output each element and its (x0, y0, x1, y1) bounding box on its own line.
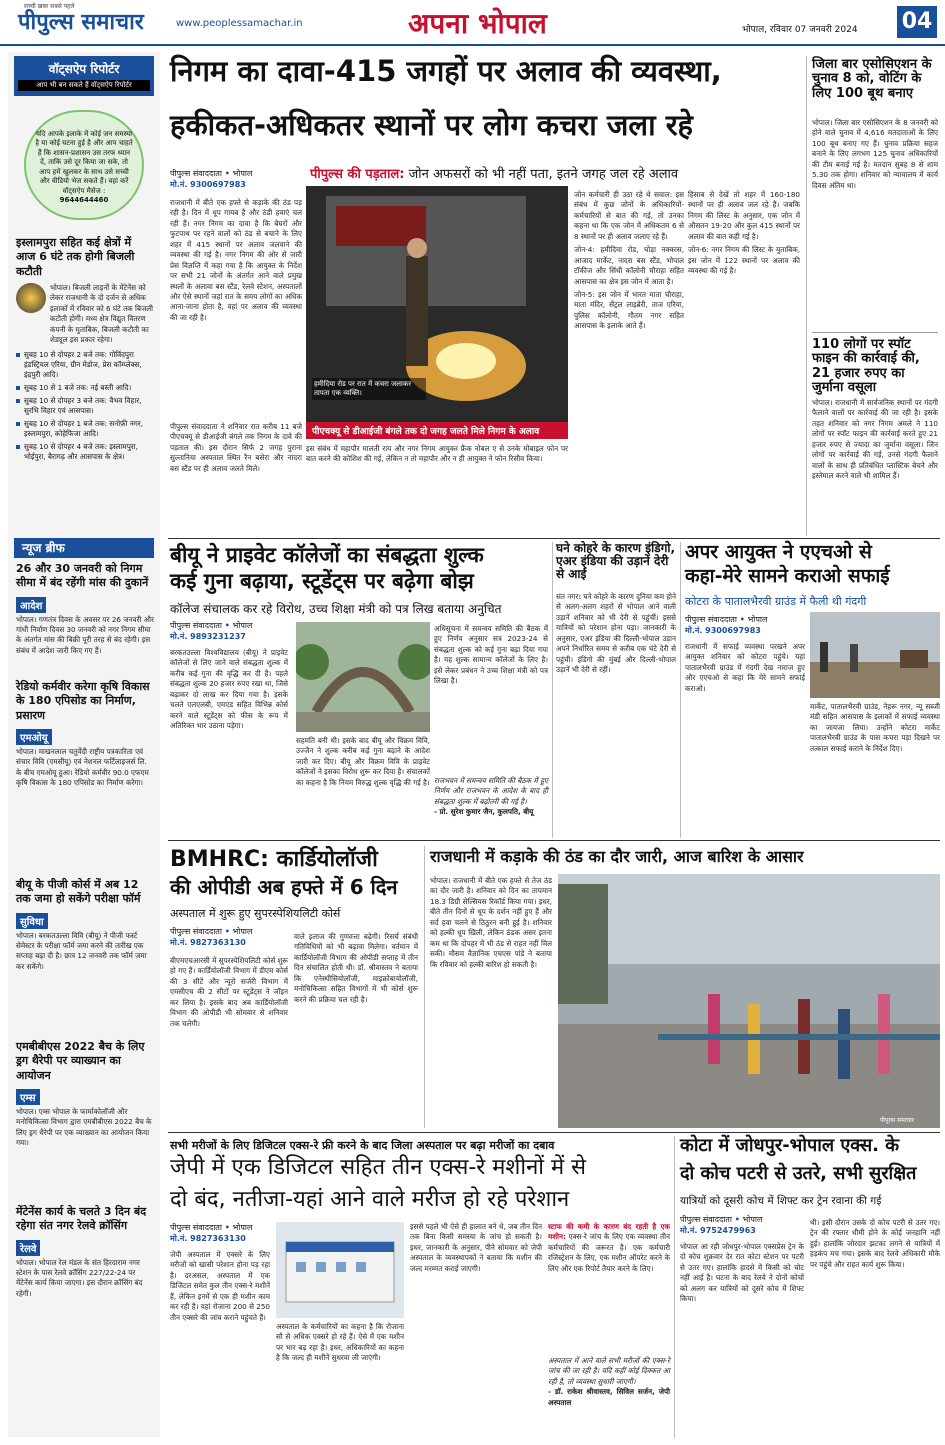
list-item: सुबह 10 से 1 बजे तक: नई बस्ती आदि। (16, 383, 154, 393)
cold-body: भोपाल। राजधानी में बीते एक हफ्ते से तेज ठंड का दौर जारी है। शनिवार को दिन का तापमान 18.3 डिग्री सेल्सियस रिकॉर्ड किया गया। इधर, बीते तीन दिनों से धूप के दर्शन नहीं हुए हैं और सर्द हवा चलने से ठिठुरन बनी हुई है। शनिवार को हल्की धूप खिली, लेकिन ठंडक असर इतना कम था कि दोपहर में भी ठंड से राहत नहीं मिल सकी। मौसम वैज्ञानिक एचएस पांडे ने बताया कि रविवार को हल्की बारिश हो सकती है। (430, 876, 552, 969)
train-headline-line2[interactable]: दो कोच पटरी से उतरे, सभी सुरक्षित (680, 1163, 917, 1184)
xray-headline-line1[interactable]: जेपी में एक डिजिटल सहित तीन एक्स-रे मशीनों में से (170, 1155, 586, 1180)
bu-body-col1: बरकतउल्ला विश्वविद्यालय (बीयू) ने प्राइवेट कॉलेजों से लिए जाने वाले संबद्धता शुल्क में करीब कई गुना की वृद्धि कर दी है। पहले संबद्धता शुल्क 20 हजार रुपए रखा था, जिसे बढ़ाकर दो लाख कर दिया गया है। इसके चलते एलएलबी, एमएड सहित विभिन्न कोर्स करने वाले स्टूडेंट्स को फीस के रूप में अतिरिक्त भार उठाना पड़ेगा। (170, 648, 288, 731)
byline: पीपुल्स संवाददाता • भोपाल (685, 615, 768, 624)
xray-body-col3: इससे पहले भी ऐसे ही हालात बने थे, जब तीन दिन तक बिना किसी समस्या के जांच हो सकती है। इधर, जानकारी के अनुसार, पीने सोमवार को जेपी अस्पताल के व्यवस्थापकों ने बताया कि मशीन की जल्द मरम्मत कराई जाएगी। (410, 1222, 542, 1273)
byline-author: पीपुल्स संवाददाता (170, 927, 222, 936)
byline-mobile: मो.नं. 9300697983 (685, 626, 761, 635)
bu-body-col3: अधिसूचना में समन्वय समिति की बैठक में हुए निर्णय अनुसार सत्र 2023-24 से संबद्धता शुल्क को कई गुना बढ़ा दिया गया है। यह शुल्क सामान्य कॉलेजों के लिए है। इसे लेकर प्रबंधन ने उच्च शिक्षा मंत्री को पत्र लिखा है। (434, 624, 548, 686)
quote-text: राजभवन में समन्वय समिति की बैठक में हुए निर्णय और राजभवन के आदेश के बाद ही संबद्धता शुल्क में बढ़ोतरी की गई है। (434, 776, 548, 806)
lead-body-col1: राजधानी में बीते एक हफ्ते से कड़ाके की ठंड पड़ रही है। दिन में धूप गायब है और ठंडी हवाएं चल रही हैं। नगर निगम का दावा है कि बेघरों और फुटपाथ पर रहने वालों को ठंड से बचाने के लिए शहर में 415 स्थानों पर अलाव जलवाने की व्यवस्था की गई है। नगर निगम की ओर से जारी प्रेस विज्ञप्ति में कहा गया है कि आयुक्त के निर्देश पर सभी 21 जोनों के अंतर्गत आने वाले प्रमुख स्थलों के अलावा बस स्टैंड, रेलवे स्टेशन, अस्पतालों और ऐसे स्थानों जहां रात के समय लोगों का अधिक आना-जाना होता है, वहां पर अलाव की व्यवस्था की जा रही है। (170, 198, 302, 322)
divider (812, 332, 938, 333)
lead-byline-block (170, 168, 305, 190)
byline-city: भोपाल (232, 169, 253, 178)
lead-zone-6: जोन-6: नगर निगम की लिस्ट के मुताबिक, इस जोन में 122 स्थानों पर अलाव की व्यवस्था की गई है। (688, 245, 800, 276)
lead-body-under-photo: इस संबंध में महापौर मालती राय और नगर निगम आयुक्त फ्रैंक नोबल ए से उनके मोबाइल फोन पर बात करने की कोशिश की गई, लेकिन न तो महापौर और न ही आयुक्त ने फोन रिसीव किया। (306, 444, 568, 464)
fine-headline[interactable]: 110 लोगों पर स्पॉट फाइन की कार्रवाई की, 21 हजार रुपए का जुर्माना वसूला (812, 337, 920, 395)
quote-text: अस्पताल में आने वाले सभी मरीजों की एक्स-रे जांच की जा रही है। यदि कहीं कोई दिक्कत आ रही है, तो व्यवस्था सुधारी जाएगी। (548, 1356, 670, 1386)
power-cut-headline[interactable]: इस्लामपुरा सहित कई क्षेत्रों में आज 6 घंटे तक होगी बिजली कटौती (16, 236, 135, 278)
bu-headline-line2[interactable]: कई गुना बढ़ाया, स्टूडेंट्स पर बढ़ेगा बोझ (170, 569, 474, 593)
xray-body-col2: अस्पताल के कर्मचारियों का कहना है कि रोजाना सौ से अधिक एक्सरे हो रहे हैं। ऐसे में एक मशीन पर भार बढ़ रहा है। इधर, अधिकारियों का कहना है कि जल्द ही मशीनें सुधरवा ली जाएंगी। (276, 1322, 404, 1363)
election-body: भोपाल। जिला बार एसोसिएशन के 8 जनवरी को होने वाले चुनाव में 4,616 मतदाताओं के लिए 100 बूथ बनाए गए हैं। चुनाव प्रक्रिया सहज बनाने के लिए लगभग 125 चुनाव अधिकारियों की टीम बनाई गई है। मतदान सुबह 8 से शाम 5.30 तक होगा। शनिवार को न्यायालय में कार्य दिवस अंतिम था। (812, 118, 938, 190)
election-headline[interactable]: जिला बार एसोसिएशन के चुनाव 8 को, वोटिंग के लिए 100 बूथ बनाए (812, 57, 932, 101)
train-subhead: यात्रियों को दूसरी कोच में शिफ्ट कर ट्रेन रवाना की गई (680, 1195, 882, 1207)
lead-kicker (310, 164, 806, 182)
addl-byline-block (685, 614, 805, 636)
brief-body: भोपाल। एम्स भोपाल के फार्माकोलॉजी और मनोचिकित्सा विभाग द्वारा एमबीबीएस 2022 बैच के लिए ड्रग थैरेपी पर एक व्याख्यान का आयोजन किया गया। (16, 1106, 152, 1148)
quote-attribution: - प्रो. सुरेश कुमार जैन, कुलपति, बीयू (434, 807, 534, 817)
byline-mobile: मो.नं. 9300697983 (170, 180, 246, 189)
fog-body: संत नगर। घने कोहरे के कारण दुनिया कम होने से अलग-अलग शहरों से भोपाल आने वाली उड़ानें शनिवार को भी देरी से पहुंचीं। इससे यात्रियों को परेशान होना पड़ा। जानकारी के अनुसार, एअर इंडिया की दिल्ली-भोपाल उड़ान अपने निर्धारित समय से करीब एक घंटे देरी से पहुंची। इंडिगो की मुंबई और दिल्ली-भोपाल उड़ानें भी देरी से रहीं। (556, 592, 676, 675)
byline-city: भोपाल (747, 615, 768, 624)
whatsapp-speech-bubble (24, 110, 144, 220)
byline-author: पीपुल्स संवाददाता (170, 169, 222, 178)
whatsapp-number[interactable]: 9644644460 (59, 196, 109, 205)
list-item: सुबह 10 से दोपहर 4 बजे तक: इस्लामपुरा, भोईपुरा, बैरागढ़ और आसपास के क्षेत्र। (16, 442, 154, 462)
brief-tag: एमओयू (16, 729, 52, 745)
byline: पीपुल्स संवाददाता • भोपाल (170, 927, 253, 936)
lead-headline-line1[interactable]: निगम का दावा-415 जगहों पर अलाव की व्यवस्था, (170, 54, 722, 88)
bmhrc-headline-line1[interactable]: BMHRC: कार्डियोलॉजी (170, 847, 378, 872)
addl-headline-line2[interactable]: कहा-मेरे सामने कराओ सफाई (685, 565, 890, 587)
brief-body: भोपाल। बरकतउल्ला विवि (बीयू) ने पीजी फर्स्ट सेमेस्टर के परीक्षा फॉर्म जमा करने की तारीख एक सप्ताह बढ़ा दी है। छात्र 12 जनवरी तक फॉर्म जमा कर सकेंगे। (16, 930, 147, 971)
byline: पीपुल्स संवाददाता • भोपाल (170, 1223, 253, 1232)
addl-headline-line1[interactable]: अपर आयुक्त ने एएचओ से (685, 541, 872, 563)
column-rule (674, 1136, 675, 1438)
byline-author: पीपुल्स संवाददाता (170, 621, 222, 630)
lead-body-col4 (688, 190, 800, 535)
website-url[interactable]: www.peoplessamachar.in (176, 18, 303, 29)
list-item: सुबह 10 से दोपहर 1 बजे तक: सनोफ़ी नगर, इस्लामपुरा, कोहेफिजा आदि। (16, 419, 154, 439)
lead-body-col3 (574, 190, 684, 535)
page-number: 04 (897, 6, 937, 38)
section-title: अपना भोपाल (408, 7, 547, 40)
campus-gate-photo-svg (296, 622, 430, 732)
byline: पीपुल्स संवाददाता • भोपाल (170, 169, 253, 178)
xray-hospital-photo[interactable] (276, 1222, 404, 1318)
brief-body: भोपाल। भोपाल रेल मंडल के संत हिरदाराम नगर स्टेशन के पास रेलवे क्रॉसिंग 227/22-24 पर मेंटेनेंस कार्य किया जाएगा। इस दौरान क्रॉसिंग बंद रहेगी। (16, 1257, 143, 1298)
byline: पीपुल्स संवाददाता • भोपाल (680, 1215, 763, 1224)
brief-aiims (16, 1040, 154, 1149)
divider (168, 538, 940, 539)
lead-headline-line2[interactable]: हकीकत-अधिकतर स्थानों पर लोग कचरा जला रहे (170, 108, 693, 142)
addl-subhead: कोटरा के पातालभैरवी ग्राउंड में फैली थी गंदगी (685, 595, 867, 608)
ground-photo-svg (810, 612, 940, 698)
bu-body-col2: सहमति बनी थी। इसके बाद बीयू और विक्रम विवि, उज्जैन ने शुल्क करीब कई गुना बढ़ाने के आदेश जारी कर दिए। बीयू और विक्रम विवि के प्राइवेट कॉलेजों ने इसका विरोध शुरू कर दिया है। संचालकों का कहना है कि नियम विरुद्ध शुल्क वृद्धि की गई है। (296, 736, 430, 787)
whatsapp-subtitle: आप भी बन सकते हैं वॉट्सऐप रिपोर्टर (18, 80, 150, 91)
column-rule (424, 846, 425, 1128)
byline-city: भोपाल (232, 927, 253, 936)
bu-byline-block (170, 620, 290, 642)
brief-headline[interactable]: बीयू के पीजी कोर्स में अब 12 तक जमा हो सकेंगे परीक्षा फॉर्म (16, 878, 141, 906)
news-brief-header: न्यूज ब्रीफ (14, 538, 154, 558)
xray-byline-block (170, 1222, 290, 1244)
hospital-photo-svg (276, 1222, 404, 1318)
byline-author: पीपुल्स संवाददाता (685, 615, 737, 624)
divider (168, 1132, 940, 1133)
bu-subhead: कॉलेज संचालक कर रहे विरोध, उच्च शिक्षा मंत्री को पत्र लिख बताया अनुचित (170, 602, 502, 616)
column-rule (552, 542, 553, 838)
whatsapp-reporter-box (14, 56, 154, 96)
brief-radio (16, 680, 154, 789)
addl-ground-photo[interactable] (810, 612, 940, 698)
brief-body: भोपाल। माखनलाल चतुर्वेदी राष्ट्रीय पत्रकारिता एवं संचार विवि (एमसीयू) एवं नेशनल फर्टिलाइजर्स लि. के बीच एमओयू हुआ। रेडियो कर्मवीर 90.0 एफएम कृषि विकास के 180 एपिसोड का निर्माण करेगा। (16, 746, 149, 788)
kicker-label: पीपुल्स की पड़ताल: (310, 167, 405, 182)
train-headline-line1[interactable]: कोटा में जोधपुर-भोपाल एक्स. के (680, 1135, 900, 1156)
byline-mobile: मो.नं. 9827363130 (170, 1234, 246, 1243)
power-cut-story (16, 236, 154, 465)
brief-bu-exam (16, 878, 154, 972)
cold-weather-photo[interactable] (558, 874, 940, 1128)
bmhrc-subhead: अस्पताल में शुरू हुए सुपरस्पेशियलिटी कोर्स (170, 907, 341, 920)
brief-tag: रेलवे (16, 1240, 40, 1256)
divider (168, 840, 940, 841)
column-rule (806, 56, 807, 536)
lightbulb-icon (16, 283, 46, 313)
bu-headline-line1[interactable]: बीयू ने प्राइवेट कॉलेजों का संबद्धता शुल्क (170, 543, 484, 567)
byline-mobile: मो.नं. 9752479963 (680, 1226, 756, 1235)
bu-quote (434, 776, 548, 818)
brief-headline[interactable]: रेडियो कर्मवीर करेगा कृषि विकास के 180 एपिसोड का निर्माण, प्रसारण (16, 680, 150, 722)
byline-mobile: मो.नं. 9827363130 (170, 938, 246, 947)
power-cut-body: भोपाल। बिजली लाइनों के मेंटेनेंस को लेकर राजधानी के दो दर्जन से अधिक इलाकों में रविवार को 6 घंटे तक बिजली कटौती होगी। मध्य क्षेत्र विद्युत वितरण कंपनी के मुताबिक, बिजली कटौती का शेड्यूल इस प्रकार रहेगा। (50, 282, 154, 345)
bmhrc-headline-line2[interactable]: की ओपीडी अब हफ्ते में 6 दिन (170, 875, 398, 899)
addl-body-col1: राजधानी में सफाई व्यवस्था परखने अपर आयुक्त शनिवार को कोटरा पहुंचे। यहां पातालभैरवी ग्राउंड में गंदगी देख नाराज हुए और एएचओ से कहा कि मेरे सामने सफाई कराओ। (685, 642, 805, 693)
bmhrc-body-col1: बीएमएचआरसी में सुपरस्पेशियलिटी कोर्स शुरू हो गए हैं। कार्डियोलॉजी विभाग में डीएम कोर्स की 3 सीटें और न्यूरो सर्जरी विभाग में एमसीएच की 2 सीटों पर स्टूडेंट्स ने जॉइन कर लिया है। इसके बाद अब कार्डियोलॉजी विभाग की ओपीडी भी सोमवार से शनिवार तक चलेगी। (170, 956, 288, 1028)
bmhrc-body-col2: वाले इलाज की गुणवत्ता बढ़ेगी। रिसर्च संबंधी गतिविधियों को भी बढ़ावा मिलेगा। वर्तमान में कार्डियोलॉजी विभाग की ओपीडी सप्ताह में तीन दिन संचालित होती थी। डॉ. श्रीवास्तव ने बताया कि एनेस्थीसियोलॉजी, माइक्रोबायोलॉजी, मनोचिकित्सा सहित विभागों में भी कोर्स शुरू करने की प्रक्रिया चल रही है। (294, 932, 418, 1004)
photo-credit: पीपुल्स समाचार (880, 1117, 915, 1124)
addl-body-col2: मार्केट, पातालभैरवी ग्राउंड, नेहरू नगर, न्यू सब्जी मंडी सहित आसपास के इलाकों में सफाई व्यवस्था का जायजा लिया। उन्होंने कोटरा मार्केट पातालभैरवी ग्राउंड के पास कचरा पड़ा दिखने पर तत्काल सफाई कराने के निर्देश दिए। (810, 702, 940, 753)
whatsapp-title: वॉट्सऐप रिपोर्टर (48, 62, 120, 76)
bmhrc-byline-block (170, 926, 290, 948)
byline: पीपुल्स संवाददाता • भोपाल (170, 621, 253, 630)
lead-photo-banner: पीएचक्यू से डीआईजी बंगले तक दो जगह जलते मिले निगम के अलाव (306, 422, 568, 439)
byline-city: भोपाल (232, 621, 253, 630)
brief-tag: सुविधा (16, 913, 48, 929)
brief-tag: आदेश (16, 597, 46, 613)
quote-attribution: - डॉ. राकेश श्रीवास्तव, सिविल सर्जन, जेपी अस्पताल (548, 1387, 670, 1407)
newspaper-logo[interactable]: पीपुल्स समाचार (18, 10, 144, 35)
brief-railway (16, 1205, 154, 1299)
power-cut-schedule-list (16, 350, 154, 463)
byline-author: पीपुल्स संवाददाता (680, 1215, 732, 1224)
train-body-col2: थी। इसी दौरान उसके दो कोच पटरी से उतर गए। ट्रेन की रफ्तार धीमी होने के कोई जनहानि नहीं हुई। हालांकि जोरदार झटका लगने से यात्रियों में हड़कंप मच गया। इसके बाद रेलवे अधिकारी मौके पर पहुंचे और राहत कार्य शुरू किया। (810, 1218, 940, 1269)
lead-photo-caption: हमीदिया रोड पर रात में कचरा जलाकर तापता एक व्यक्ति। (312, 378, 426, 400)
train-byline-block (680, 1214, 800, 1236)
list-item: सुबह 10 से दोपहर 3 बजे तक: वैभव विहार, सुरभि विहार एवं आसपास। (16, 396, 154, 416)
xray-highlight: स्टाफ की कमी के कारण बंद रहती है एक मशीन: (548, 1222, 670, 1242)
fog-headline[interactable]: घने कोहरे के कारण इंडिगो, एअर इंडिया की उड़ानें देरी से आईं (556, 541, 676, 582)
brief-headline[interactable]: 26 और 30 जनवरी को निगम सीमा में बंद रहेंगी मांस की दुकानें (16, 562, 149, 590)
brief-meat-shops (16, 562, 154, 656)
list-item: सुबह 10 से दोपहर 2 बजे तक: गोविंदपुरा इंडस्ट्रियल एरिया, ग्रीन मेडोज, प्रेस कॉम्प्लेक्स, इंद्रपुरी आदि। (16, 350, 154, 380)
cold-headline[interactable]: राजधानी में कड़ाके की ठंड का दौर जारी, आज बारिश के आसार (430, 847, 804, 866)
kicker-text: जोन अफसरों को भी नहीं पता, इतने जगह जल रहे अलाव (408, 167, 679, 182)
column-rule (680, 542, 681, 838)
brief-body: भोपाल। गणतंत्र दिवस के अवसर पर 26 जनवरी और गांधी निर्वाण दिवस 30 जनवरी को नगर निगम सीमा के अंतर्गत मांस की बिक्री पूरी तरह से बंद रहेगी। इस संबंध में आदेश जारी किए गए हैं। (16, 614, 154, 655)
fine-body: भोपाल। राजधानी में सार्वजनिक स्थानों पर गंदगी फैलाने वालों पर कार्रवाई की जा रही है। इसके तहत शनिवार को नगर निगम अमले ने 110 लोगों पर स्पॉट फाइन की कार्रवाई करते हुए 21 हजार रुपए से ज्यादा का जुर्माना वसूला। जिन लोगों पर कार्रवाई की गई, उनसे गंदगी फैलाने वालों के साथ ही प्रतिबंधित प्लास्टिक बेचने और इस्तेमाल करने वाले भी शामिल हैं। (812, 398, 938, 481)
xray-body-col4 (548, 1222, 670, 1352)
bu-campus-photo[interactable] (296, 622, 430, 732)
brief-headline[interactable]: एमबीबीएस 2022 बैच के लिए ड्रग थैरेपी पर व्याख्यान का आयोजन (16, 1040, 145, 1082)
train-body-col1: भोपाल आ रही जोधपुर-भोपाल एक्सप्रेस ट्रेन के दो कोच शुक्रवार देर रात कोटा स्टेशन पर पटरी से उतर गए। हालांकि हादसे में किसी को चोट नहीं आई है। घटना के बाद रेलवे ने दोनों कोचों को अलग कर यात्रियों को दूसरे कोच में शिफ्ट किया। (680, 1242, 804, 1304)
lead-body-count: हिसाब से देखें तो शहर में 160-180 स्थानों पर ही अलाव जल रहे हैं। जबकि निगम की लिस्ट के अनुसार, एक जोन में औसतन 19-20 और कुल 415 स्थानों पर अलाव की बात कही गई है। (688, 190, 800, 241)
dateline: भोपाल, रविवार 07 जनवरी 2024 (742, 25, 858, 35)
lead-body-col1b: पीपुल्स संवाददाता ने शनिवार रात करीब 11 बजे पीएचक्यू से डीआईजी बंगले तक निगम के दावे की पड़ताल की। इस दौरान सिर्फ 2 जगह पुराना सुल्तानिया अस्पताल स्थित रैन बसेरा और नादरा बस स्टैंड पर ही अलाव जलते मिले। (170, 422, 302, 473)
xray-headline-line2[interactable]: दो बंद, नतीजा-यहां आने वाले मरीज हो रहे परेशान (170, 1187, 570, 1212)
lead-zone-4: जोन-4: हमीदिया रोड, घोड़ा नक्कास, आजाद मार्केट, नादरा बस स्टैंड, भोपाल टॉकीज और सिंधी कॉलोनी चौराहा सहित आसपास का क्षेत्र इस जोन में आता है। (574, 245, 684, 286)
byline-author: पीपुल्स संवाददाता (170, 1223, 222, 1232)
logo-tagline: सच्ची ख़बर सबसे पहले (24, 3, 75, 10)
byline-mobile: मो.नं. 9893231237 (170, 632, 246, 641)
xray-body-text: एक्स-रे जांच के लिए एक व्यवस्था तीन कर्मचारियों की जरूरत है। एक कर्मचारी रजिस्ट्रेशन के लिए, एक मशीन ऑपरेट करने के लिए और एक रिपोर्ट तैयार करने के लिए। (548, 1232, 670, 1273)
byline-city: भोपाल (742, 1215, 763, 1224)
brief-tag: एम्स (16, 1089, 40, 1105)
lead-zone-intro: जोन कर्मचारी ही उठा रहे थे सवाल: इस संबंध में कुछ जोनों के अधिकारियों-कर्मचारियों से बात की गई, तो उनका कहना था कि एक जोन में अधिकतम 6 से 8 स्थानों पर ही अलाव जलाए रहे हैं। (574, 190, 684, 241)
xray-kicker: सभी मरीजों के लिए डिजिटल एक्स-रे फ्री करने के बाद जिला अस्पताल पर बढ़ा मरीजों का दबाव (170, 1139, 555, 1152)
byline-city: भोपाल (232, 1223, 253, 1232)
whatsapp-bubble-text: यदि आपके इलाके में कोई जन समस्या है या कोई घटना हुई है और आप चाहते हैं कि शासन-प्रशासन उस तरफ ध्यान दें, ताकि उसे दूर किया जा सके, तो आप हमें खुलकर के साथ उसे सच्ची और वीडियो भेज सकते हैं। वहां करें वॉट्सऐप मैसेज : (35, 130, 133, 195)
lakeside-photo-svg (558, 874, 940, 1128)
brief-headline[interactable]: मेंटेनेंस कार्य के चलते 3 दिन बंद रहेगा संत नगर रेलवे क्रॉसिंग (16, 1205, 147, 1233)
lead-zone-5: जोन-5: इस जोन में भारत माता चौराहा, माता मंदिर, सेंट्रल लाइब्रेरी, ताज एरिया, पुलिस कॉलोनी, गौतम नगर सहित आसपास के इलाके आते हैं। (574, 289, 684, 331)
xray-body-col1: जेपी अस्पताल में एक्सरे के लिए मरीजों को खासी परेशान होना पड़ रहा है। दरअसल, अस्पताल में एक डिजिटल समेत कुल तीन एक्स-रे मशीनें हैं, लेकिन इनमें से एक ही मशीन काम कर रही है। यहां रोजाना 200 से 250 तीन एक्सरे की जांच कराने पहुंचते हैं। (170, 1250, 270, 1322)
xray-quote (548, 1356, 670, 1408)
